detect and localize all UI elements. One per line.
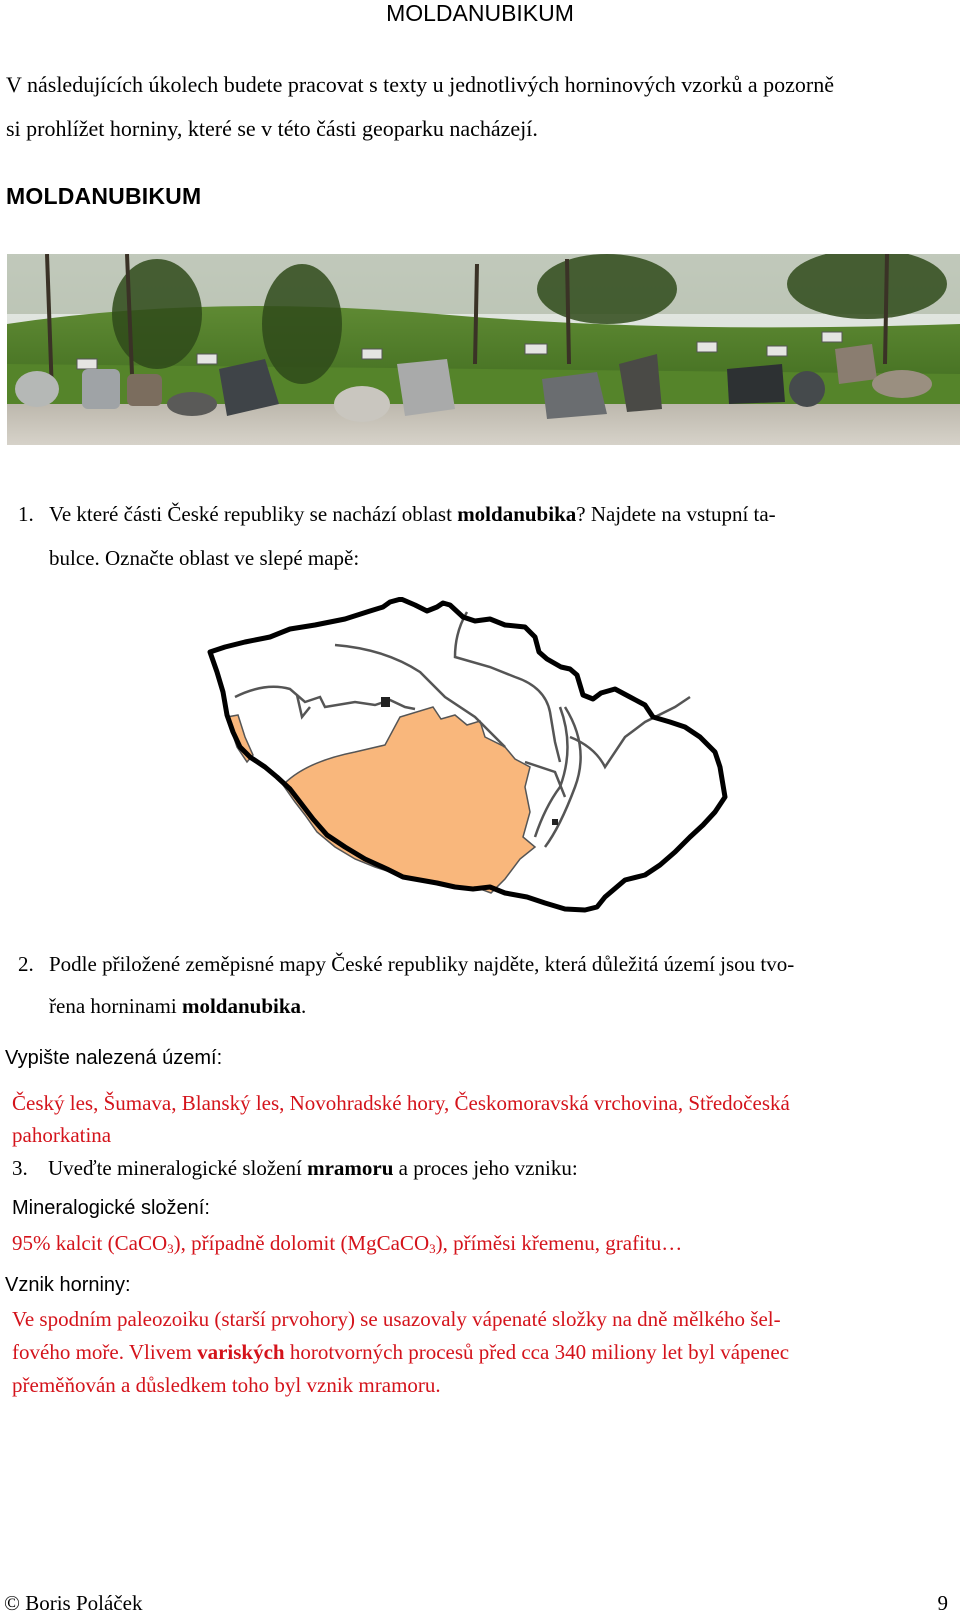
mineral-label: Mineralogické složení: <box>12 1197 210 1219</box>
origin-answer-line-2: fového moře. Vlivem variských horotvorných procesů před cca 340 miliony let byl vápenec <box>12 1340 790 1364</box>
question-3-keyword: mramoru <box>307 1156 394 1180</box>
city-marker-prague <box>381 697 390 707</box>
question-1-text: Ve které části České republiky se nachází oblast <box>49 502 458 526</box>
city-marker-brno <box>552 819 558 825</box>
geopark-photo <box>7 254 960 445</box>
answer-2-line-1: Český les, Šumava, Blanský les, Novohradské hory, Českomoravská vrchovina, Středočeská <box>12 1091 790 1115</box>
question-2-line-1: Podle přiložené zeměpisné mapy České republiky najděte, která důležitá území jsou tvo- <box>49 952 795 976</box>
czech-republic-blind-map <box>205 597 745 933</box>
question-3: 3. Uveďte mineralogické složení mramoru a proces jeho vzniku: <box>12 1156 578 1180</box>
question-1-text-end: ? Najdete na vstupní ta- <box>576 502 776 526</box>
question-2-line-2: řena horninami moldanubika. <box>49 994 307 1018</box>
origin-answer-line-3: přeměňován a důsledkem toho byl vznik mramoru. <box>12 1373 441 1397</box>
mineral-answer: 95% kalcit (CaCO$_3$), případně dolomit (MgCaCO$_3$), příměsi křemenu, grafitu… <box>12 1231 683 1256</box>
footer-author: © Boris Poláček <box>4 1591 143 1615</box>
intro-line-1: V následujících úkolech budete pracovat s texty u jednotlivých horninových vzorků a pozorně <box>6 72 835 97</box>
list-prompt: Vypište nalezená území: <box>5 1047 223 1069</box>
question-2-keyword: moldanubika <box>181 994 302 1018</box>
answer-2-line-2: pahorkatina <box>12 1123 112 1147</box>
moldanubicum-region <box>283 707 535 893</box>
question-3-number: 3. <box>12 1156 28 1180</box>
page-number: 9 <box>937 1591 948 1615</box>
question-1-keyword: moldanubika <box>457 502 577 526</box>
origin-label: Vznik horniny: <box>5 1274 131 1296</box>
question-1-number: 1. <box>18 502 34 526</box>
section-heading: MOLDANUBIKUM <box>6 183 202 209</box>
origin-answer-keyword: variských <box>197 1340 285 1364</box>
question-1-line-2: bulce. Označte oblast ve slepé mapě: <box>49 546 360 570</box>
origin-answer-line-1: Ve spodním paleozoiku (starší prvohory) se usazovaly vápenaté složky na dně mělkého šel- <box>12 1307 781 1331</box>
intro-line-2: si prohlížet horniny, které se v této části geoparku nacházejí. <box>6 116 538 141</box>
page-header: MOLDANUBIKUM <box>386 0 574 26</box>
question-2-number: 2. <box>18 952 34 976</box>
